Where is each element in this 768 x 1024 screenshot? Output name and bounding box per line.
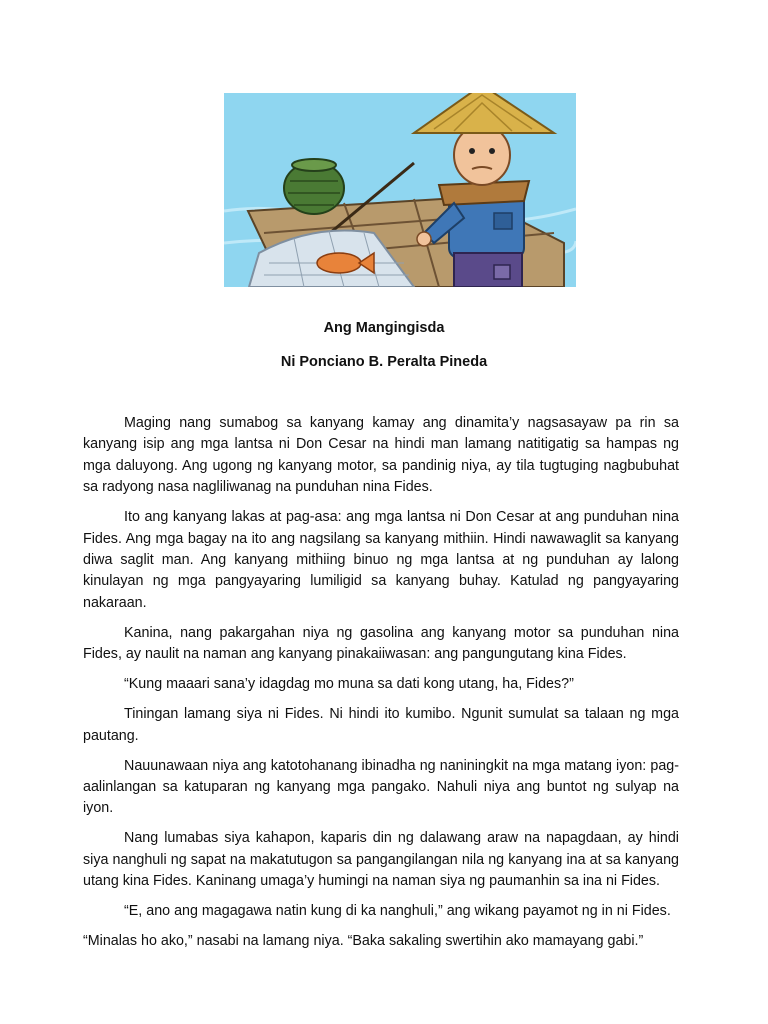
- fisherman-on-raft-illustration: [224, 93, 576, 287]
- story-paragraph: “E, ano ang magagawa natin kung di ka nanghuli,” ang wikang payamot ng in ni Fides.: [124, 903, 671, 920]
- story-paragraph: Nauunawaan niya ang katotohanang ibinadha ng naniningkit na mga matang iyon: pag-aalinlangan sa katuparan ng kanyang mga pangako. Nahuli niya ang buntot ng sulyap na iyon.: [83, 757, 679, 817]
- story-paragraph: “Minalas ho ako,” nasabi na lamang niya. “Baka sakaling swertihin ako mamayang gabi.”: [83, 933, 644, 950]
- story-paragraph: Maging nang sumabog sa kanyang kamay ang dinamita’y nagsasayaw pa rin sa kanyang isip ang mga lantsa ni Don Cesar na hindi man lamang natitigatig sa hampas ng mga daluyong. Ang ugong ng kanyang motor, sa pandinig niya, ay tila tugtuging nagbubuhat sa radyong nasa nagliliwanag na punduhan nina Fides.: [83, 415, 679, 496]
- story-paragraph: Ito ang kanyang lakas at pag-asa: ang mga lantsa ni Don Cesar at ang punduhan nina Fides. Ang mga bagay na ito ang nagsilang sa kanyang mithiin. Hindi nawawaglit sa kanyang diwa saglit man. Ang kanyang mithiing binuo ng mga lantsa at ng punduhan ay lalong kinulayan ng mga pangyayaring lumiligid sa kanyang buhay. Katulad ng pangyayaring nakaraan.: [83, 509, 679, 611]
- story-title: Ang Mangingisda: [323, 320, 445, 336]
- story-body: [83, 413, 679, 953]
- story-paragraph: Nang lumabas siya kahapon, kaparis din ng dalawang araw na napagdaan, ay hindi siya nanghuli ng sapat na makatutugon sa pangangilangan nila ng kanyang ina at sa kanyang utang kina Fides. Kaninang umaga’y humingi na naman siya ng paumanhin sa ina ni Fides.: [83, 830, 679, 890]
- fisherman-illustration-drawing: [224, 93, 576, 287]
- story-author: Ni Ponciano B. Peralta Pineda: [280, 354, 488, 370]
- story-paragraph: Tiningan lamang siya ni Fides. Ni hindi ito kumibo. Ngunit sumulat sa talaan ng mga pautang.: [83, 706, 679, 744]
- story-paragraph: “Kung maaari sana’y idagdag mo muna sa dati kong utang, ha, Fides?”: [124, 676, 574, 693]
- story-paragraph: Kanina, nang pakargahan niya ng gasolina ang kanyang motor sa punduhan nina Fides, ay naulit na naman ang kanyang pinakaiiwasan: ang pangungutang kina Fides.: [83, 624, 679, 663]
